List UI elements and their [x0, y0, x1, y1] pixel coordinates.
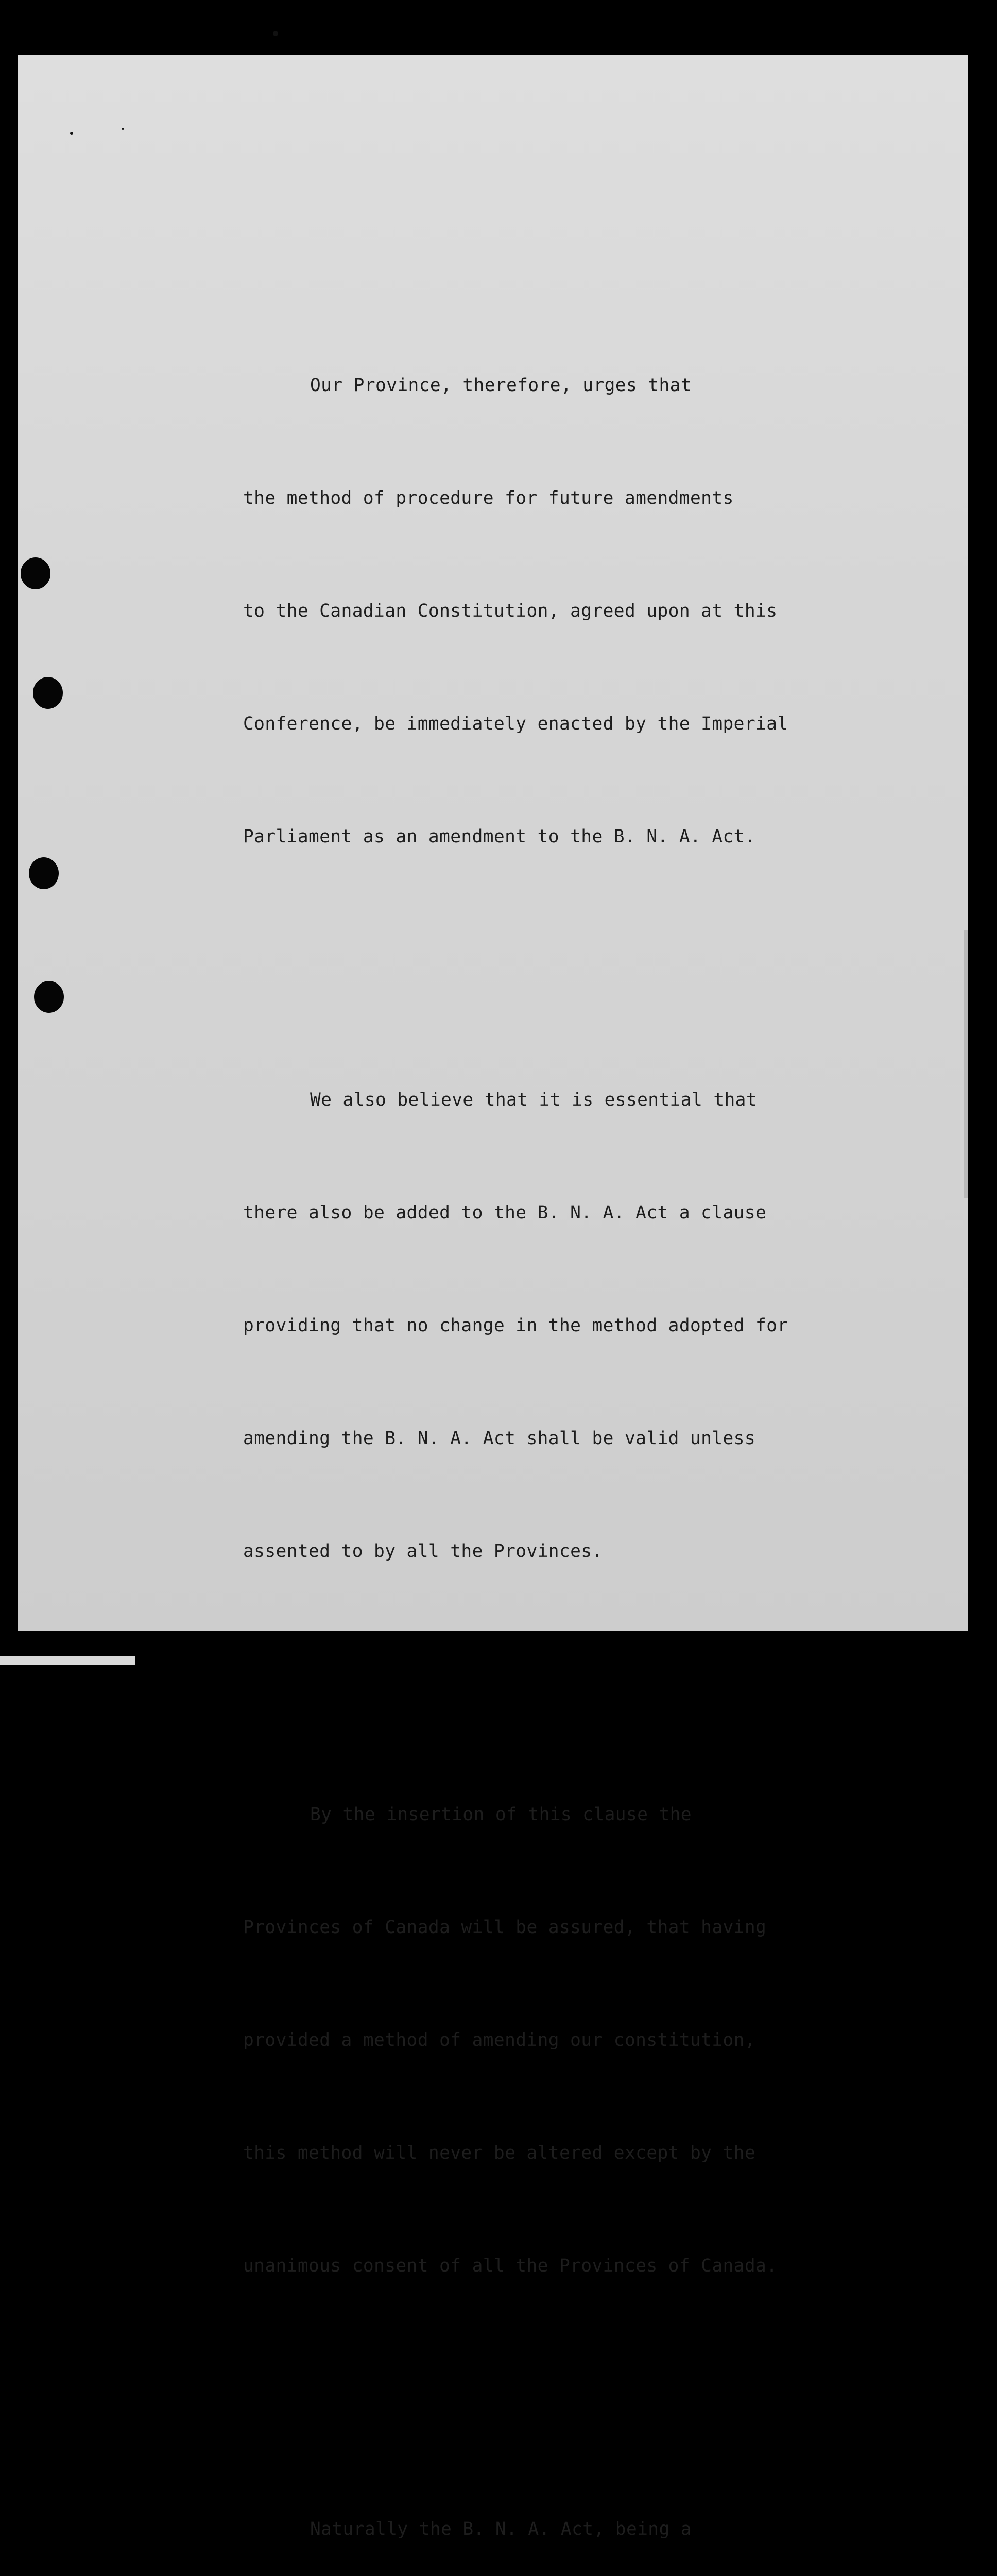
- punch-hole-3: [29, 857, 59, 889]
- text-line: We also believe that it is essential that: [310, 1090, 758, 1110]
- paragraph-4: [243, 2435, 861, 2576]
- paper-edge-shadow: [964, 930, 968, 1198]
- punch-hole-1: [21, 557, 50, 589]
- paragraph-3: [243, 1721, 861, 2360]
- text-line: there also be added to the B. N. A. Act a clause: [243, 1202, 767, 1223]
- text-line: Our Province, therefore, urges that: [310, 375, 692, 396]
- text-line: the method of procedure for future amendments: [243, 488, 734, 509]
- paragraph-2: [243, 1006, 861, 1646]
- text-line: Conference, be immediately enacted by the Imperial: [243, 714, 788, 734]
- punch-hole-4: [34, 981, 64, 1013]
- text-line: to the Canadian Constitution, agreed upon at this: [243, 601, 778, 621]
- text-line: amending the B. N. A. Act shall be valid unless: [243, 1428, 756, 1449]
- text-line: Provinces of Canada will be assured, that having: [243, 1917, 767, 1938]
- text-line: provided a method of amending our constitution,: [243, 2030, 756, 2050]
- text-line: unanimous consent of all the Provinces of Canada.: [243, 2256, 778, 2276]
- text-line: Parliament as an amendment to the B. N. A. Act.: [243, 826, 756, 847]
- text-line: Naturally the B. N. A. Act, being a: [310, 2519, 692, 2539]
- paragraph-1: [243, 292, 861, 931]
- text-line: providing that no change in the method adopted for: [243, 1315, 788, 1336]
- text-line: By the insertion of this clause the: [310, 1804, 692, 1825]
- text-line: assented to by all the Provinces.: [243, 1541, 603, 1562]
- document-body: [243, 216, 861, 2576]
- punch-hole-2: [33, 677, 63, 709]
- film-label-strip: [0, 1656, 135, 1665]
- text-line: this method will never be altered except by the: [243, 2143, 756, 2163]
